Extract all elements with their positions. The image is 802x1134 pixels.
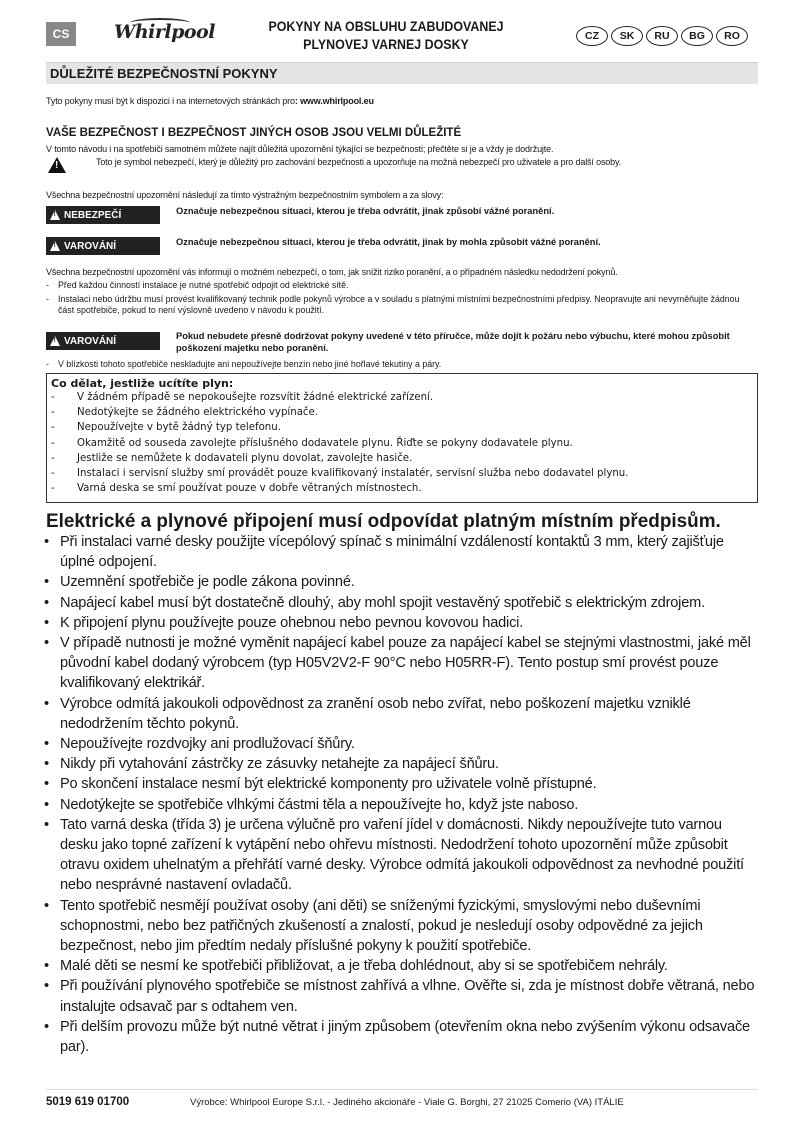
safety-list (46, 280, 758, 316)
safety-heading: VAŠE BEZPEČNOST I BEZPEČNOST JINÝCH OSOB JSOU VELMI DŮLEŽITÉ (46, 127, 462, 139)
list-item: • Nepoužívejte rozdvojky ani prodlužovací šňůry. (44, 736, 355, 753)
list-item: - Okamžitě od souseda zavolejte příslušného dodavatele plynu. Řiďte se pokyny dodavatele plynu. (51, 437, 573, 449)
intro-line (46, 96, 374, 107)
warning-triangle-icon (48, 157, 66, 173)
warning-icon (50, 241, 60, 251)
list-item: • Výrobce odmítá jakoukoli odpovědnost za zranění osob nebo zvířat, nebo poškození majetku vzniklé nedodržením těchto pokynů. (44, 695, 691, 732)
warning-description: Označuje nebezpečnou situaci, kterou je třeba odvrátit, jinak by mohla způsobit vážné poranění. (176, 237, 601, 247)
safety-last-item: - V blízkosti tohoto spotřebiče neskladujte ani nepoužívejte benzín nebo jiné hořlavé tekutiny a páry. (46, 359, 442, 369)
list-item: • Napájecí kabel musí být dostatečně dlouhý, aby mohl spojit vestavěný spotřebič s elektrickým zdrojem. (44, 594, 705, 611)
intro-link: : www.whirlpool.eu (294, 96, 374, 106)
warning2-icon (50, 336, 60, 346)
list-item: • Při používání plynového spotřebiče se místnost zahřívá a vlhne. Ověřte si, zda je místnost dobře větraná, nebo instalujte odsavač par s odtahem ven. (44, 978, 755, 1015)
list-item: • Malé děti se nesmí ke spotřebiči přibližovat, a je třeba dohlédnout, aby si se spotřebičem nehrály. (44, 958, 668, 975)
list-item: • K připojení plynu používejte pouze ohebnou nebo pevnou kovovou hadici. (44, 614, 524, 631)
footer-document-code: 5019 619 01700 (46, 1096, 130, 1108)
list-item: • Po skončení instalace nesmí být elektrické komponenty pro uživatele volně přístupné. (44, 776, 597, 793)
list-item: - Jestliže se nemůžete k dodavateli plynu dovolat, zavolejte hasiče. (51, 452, 413, 464)
document-title-line1: POKYNY NA OBSLUHU ZABUDOVANEJ (268, 19, 504, 34)
list-item: - Instalaci i servisní služby smí provádět pouze kvalifikovaný instalatér, servisní služba nebo dodavatel plynu. (51, 468, 629, 480)
danger-label: NEBEZPEČÍ (64, 209, 122, 221)
language-tab: CS (46, 22, 76, 46)
page-header (46, 18, 758, 54)
list-item: • Tento spotřebič nesmějí používat osoby (ani děti) se sníženými fyzickými, smyslovými nebo duševními schopnostmi, nebo bez patřičných zkušeností a znalostí, pokud je nesledují osoby odpovědné za jejich bezpečnost, nebo jim předtím nedaly příslušné pokyny k použití spotřebiče. (44, 897, 703, 955)
main-bullet-list (44, 532, 760, 1057)
document-title (239, 18, 533, 54)
warning2-label: VAROVÁNÍ (64, 335, 117, 347)
warning2-signal-label (46, 332, 160, 350)
section-title-band (46, 62, 758, 84)
list-item: • V případě nutnosti je možné vyměnit napájecí kabel pouze za napájecí kabel se stejnými vlastnostmi, jaké měl původní kabel dodaný výrobcem (typ H05V2V2-F 90°C nebo H05RR-F). Tento postup smí provést pouze kvalifikovaný elektrikář. (44, 635, 751, 692)
section-title: DŮLEŽITÉ BEZPEČNOSTNÍ POKYNY (50, 66, 278, 81)
list-item: - V žádném případě se nepokoušejte rozsvítit žádné elektrické zařízení. (51, 392, 434, 403)
language-badges (576, 26, 748, 46)
list-item: • Tato varná deska (třída 3) je určena výlučně pro vaření jídel v domácnosti. Nikdy nepoužívejte tuto varnou desku jako topné zařízení k vytápění nebo ohřevu místnosti. Nedodržení tohoto upozornění může způsobit otravu oxidem uhelnatým a přehřátí varné desky. Výrobce odmítá jakoukoli odpovědnost za nevhodné použití nebo nesprávné nastavení ovladačů. (44, 816, 744, 894)
safety-line1: V tomto návodu i na spotřebiči samotném můžete najít důležitá upozornění týkající se bezpečnosti; přečtěte si je a vždy je dodržujte. (46, 144, 554, 154)
list-item: • Při instalaci varné desky použijte vícepólový spínač s minimální vzdáleností kontaktů 3 mm, který zajišťuje úplné odpojení. (44, 534, 724, 571)
warning2-description: Pokud nebudete přesně dodržovat pokyny uvedené v této příručce, může dojít k požáru nebo výbuchu, které mohou způsobit poškození majetku nebo poranění. (176, 331, 730, 353)
safety-line2: Toto je symbol nebezpečí, který je důležitý pro zachování bezpečnosti a upozorňuje na možná nebezpečí pro uživatele a pro další osoby. (96, 157, 622, 167)
gas-box-title: Co dělat, jestliže ucítíte plyn: (51, 377, 234, 390)
lang-badge-ru: RU (646, 26, 678, 46)
footer-divider (46, 1089, 758, 1090)
list-item: • Uzemnění spotřebiče je podle zákona povinné. (44, 574, 355, 591)
danger-warning-icon (50, 210, 60, 220)
brand-logo: Whirlpool (114, 21, 215, 43)
list-item: - Instalaci nebo údržbu musí provést kvalifikovaný technik podle pokynů výrobce a v souladu s platnými místními bezpečnostními předpisy. Neopravujte ani nevyměňujte žádnou část spotřebiče, pokud to není výslovně uvedeno v návodu k použití. (46, 294, 740, 315)
list-item: - Varná deska se smí používat pouze v dobře větraných místnostech. (51, 483, 422, 495)
document-title-line2: PLYNOVEJ VARNEJ DOSKY (303, 37, 469, 52)
warning-signal-label (46, 237, 160, 255)
list-item: • Nikdy při vytahování zástrčky ze zásuvky netahejte za napájecí šňůru. (44, 756, 499, 773)
gas-smell-box (46, 373, 758, 503)
danger-description: Označuje nebezpečnou situaci, kterou je třeba odvrátit, jinak způsobí vážné poranění. (176, 206, 555, 216)
list-item: - Před každou činností instalace je nutné spotřebič odpojit od elektrické sítě. (46, 280, 349, 290)
lang-badge-cz: CZ (576, 26, 608, 46)
danger-signal-label (46, 206, 160, 224)
safety-line3: Všechna bezpečnostní upozornění následují za tímto výstražným bezpečnostním symbolem a za slovy: (46, 190, 444, 200)
lang-badge-bg: BG (681, 26, 713, 46)
list-item: • Nedotýkejte se spotřebiče vlhkými částmi těla a nepoužívejte ho, když jste naboso. (44, 796, 579, 813)
electrical-gas-heading: Elektrické a plynové připojení musí odpovídat platným místním předpisům. (46, 510, 721, 532)
warning-label: VAROVÁNÍ (64, 240, 117, 252)
footer-manufacturer: Výrobce: Whirlpool Europe S.r.l. - Jediného akcionáře - Viale G. Borghi, 27 21025 Comerio (VA) ITÁLIE (190, 1097, 624, 1108)
lang-badge-sk: SK (611, 26, 643, 46)
lang-badge-ro: RO (716, 26, 748, 46)
safety-line4: Všechna bezpečnostní upozornění vás informují o možném nebezpečí, o tom, jak snížit riziko poranění, a o případném následku nedodržení pokynů. (46, 267, 618, 277)
list-item: - Nedotýkejte se žádného elektrického vypínače. (51, 407, 319, 419)
list-item: - Nepoužívejte v bytě žádný typ telefonu. (51, 422, 281, 434)
intro-text: Tyto pokyny musí být k dispozici i na internetových stránkách pro (46, 96, 295, 106)
list-item: • Při delším provozu může být nutné větrat i jiným způsobem (otevřením okna nebo zvýšením výkonu odsavače par). (44, 1018, 750, 1056)
